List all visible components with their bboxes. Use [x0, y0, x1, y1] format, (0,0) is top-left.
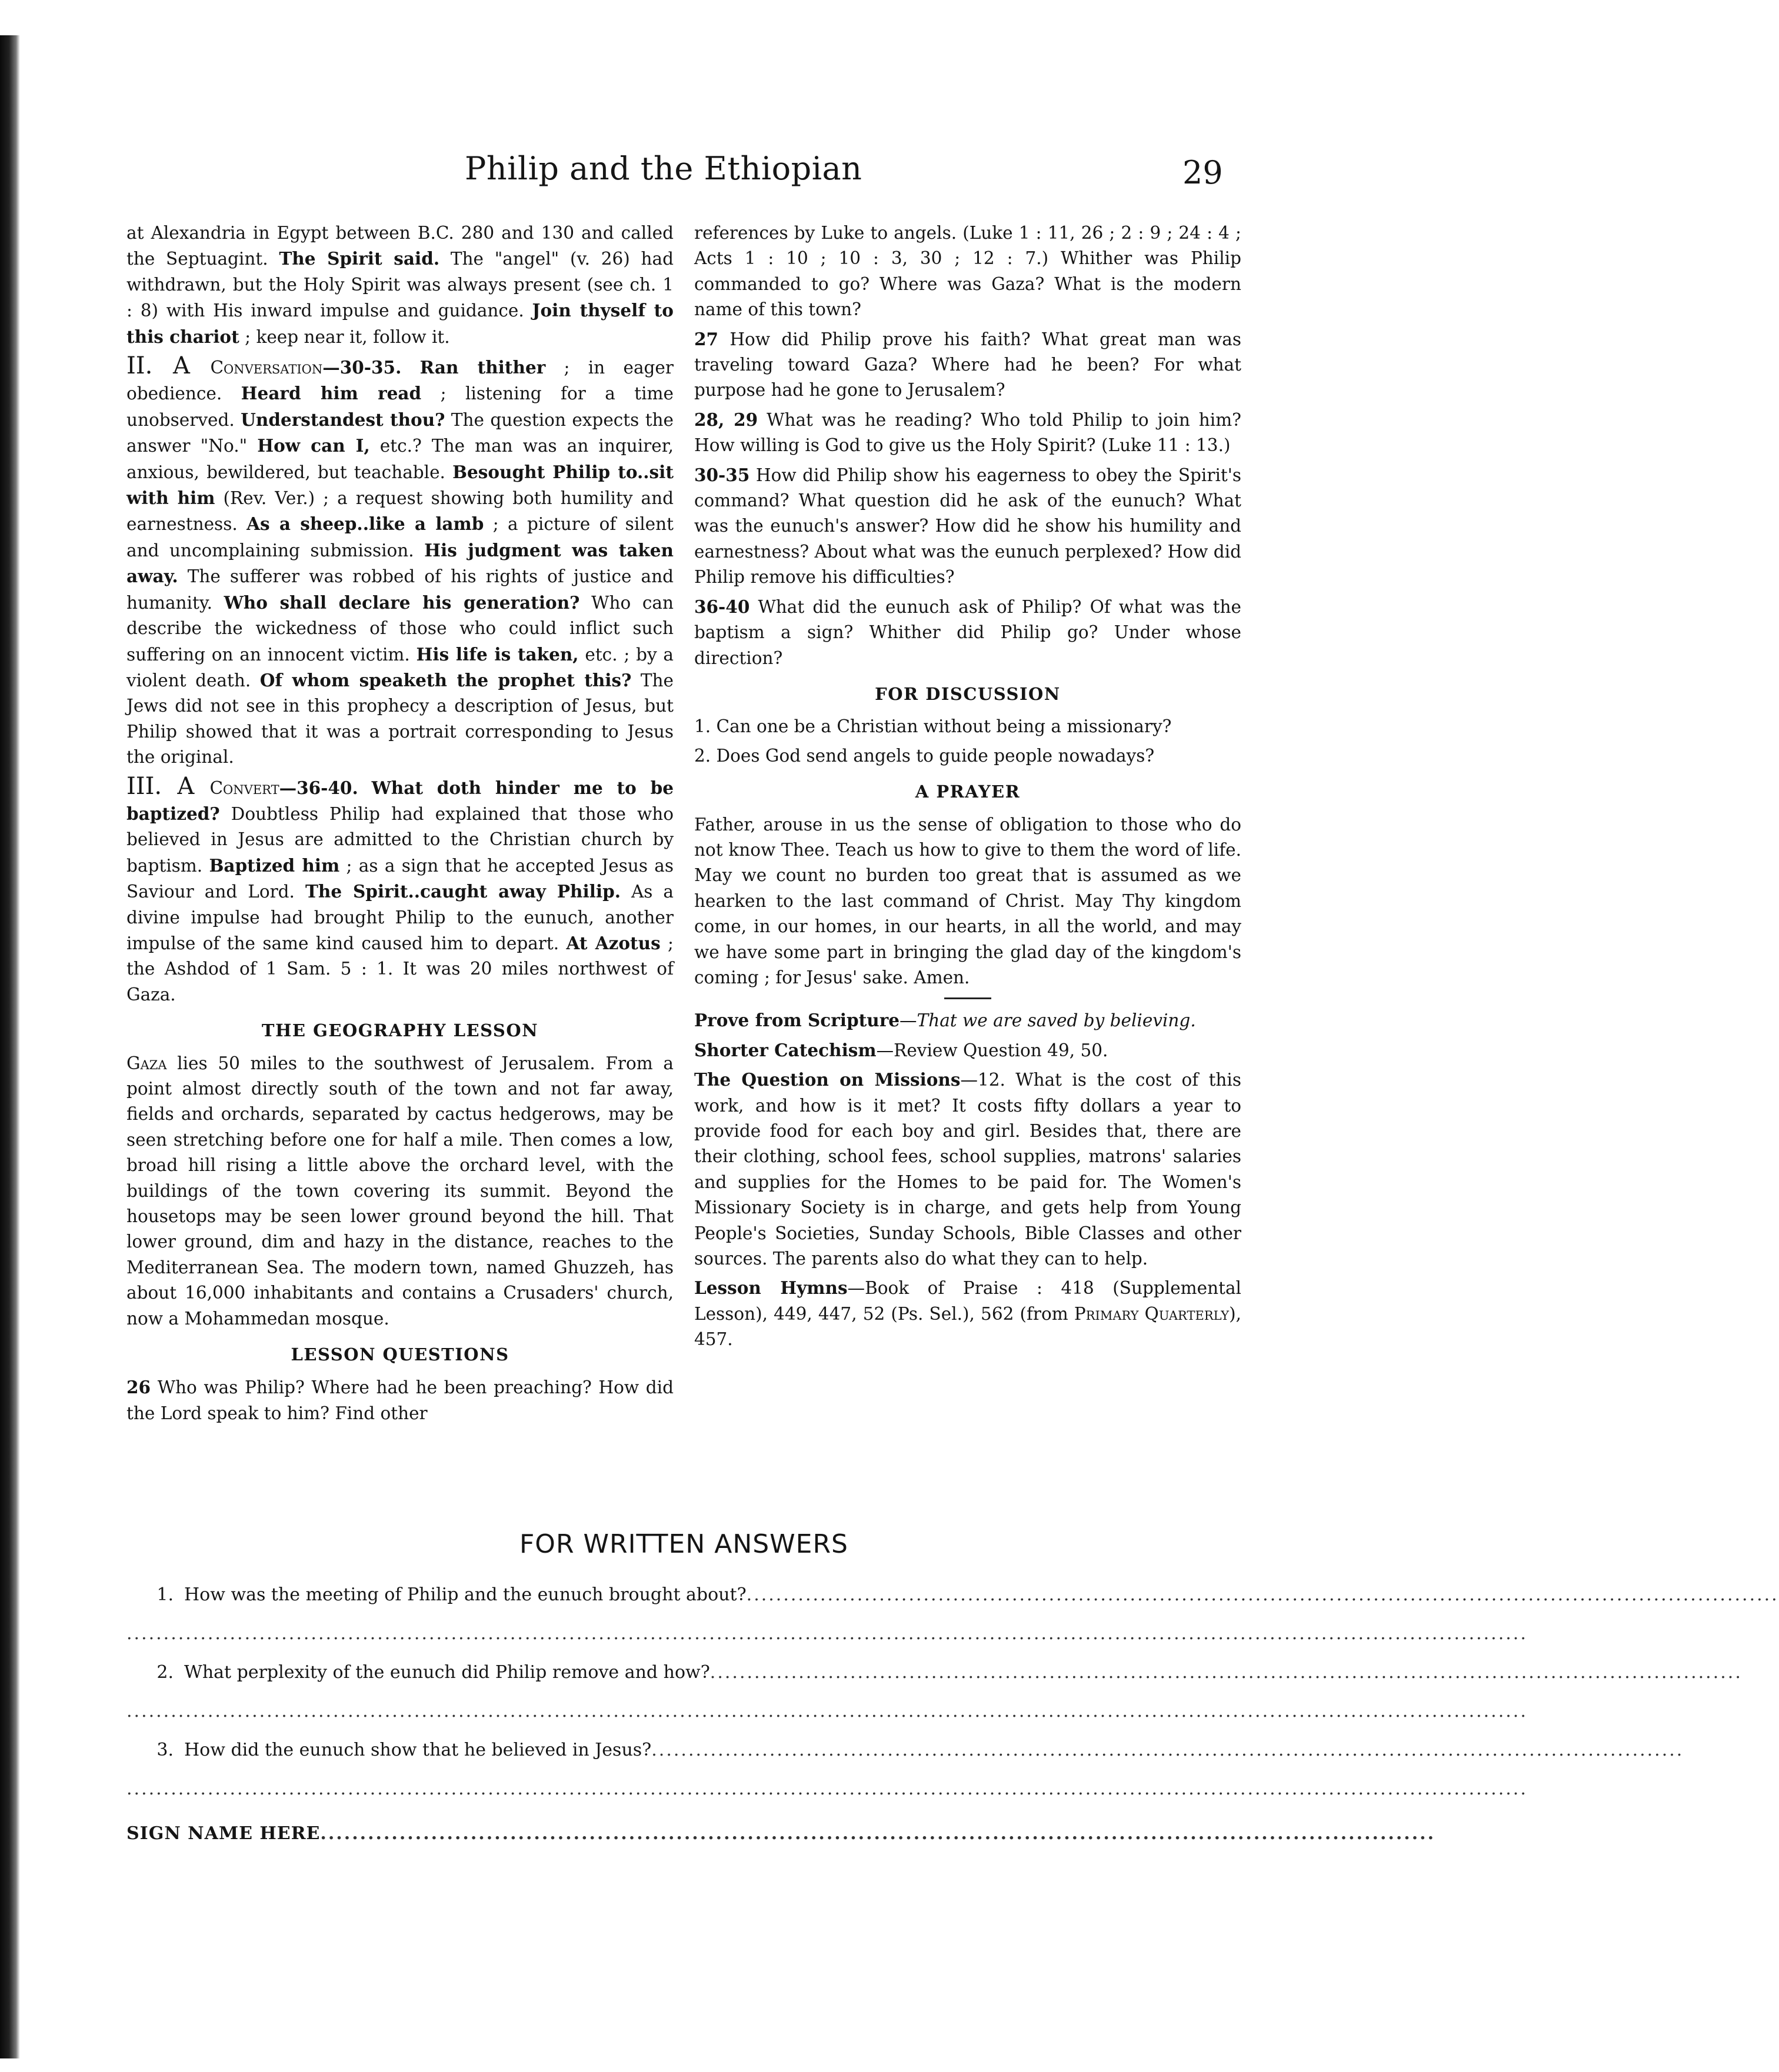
lesson-hymns: Lesson Hymns—Book of Praise : 418 (Supplemental Lesson), 449, 447, 52 (Ps. Sel.), 562 (from Primary Quarterly), 457. [694, 1277, 1241, 1350]
question-text: How did the eunuch show that he believed in Jesus? [184, 1740, 652, 1760]
bold-run: Understandest thou? [241, 409, 445, 430]
answer-line-1[interactable] [126, 1614, 1528, 1653]
discussion-item-1: 1. Can one be a Christian without being a missionary? [694, 716, 1172, 737]
written-question-1 [126, 1576, 1779, 1614]
lesson-question-26: 26 Who was Philip? Where had he been preaching? How did the Lord speak to him? Find other [126, 1377, 674, 1423]
discussion-heading: FOR DISCUSSION [875, 683, 1061, 704]
answer-dots: ............................................................................................................................................ [709, 1662, 1743, 1683]
answer-line-2[interactable] [126, 1692, 1528, 1731]
section-numeral: III. A [126, 772, 210, 800]
answer-line-3[interactable] [126, 1770, 1528, 1809]
written-questions-list [126, 1576, 1779, 1809]
bold-run: 27 [694, 328, 719, 349]
lesson-question-26-continued: references by Luke to angels. (Luke 1 : 11, 26 ; 2 : 9 ; 24 : 4 ; Acts 1 : 10 ; 10 : 3, 30 ; 12 : 7.) Whither was Philip commanded to go? Where was Gaza? What is the modern name of this town? [694, 223, 1241, 320]
bold-run: 30-35 [694, 464, 750, 485]
bold-run: The Spirit..caught away Philip. [305, 881, 621, 902]
sign-name-dots: ............................................................................................................................................. [320, 1823, 1436, 1844]
bold-run: What doth hinder me to be baptized? [126, 777, 674, 824]
prayer-heading: A PRAYER [915, 782, 1021, 802]
geography-lesson-heading: THE GEOGRAPHY LESSON [261, 1020, 539, 1041]
section-conversation: II. A Conversation—30-35. Ran thither ; in eager obedience. Heard him read ; listening for a time unobserved. Understandest thou? The question expects the answer "No." How can I, etc.? The man was an inquirer, anxious, bewildered, but teachable. Besought Philip to..sit with him (Rev. Ver.) ; a request showing both humility and earnestness. As a sheep..like a lamb ; a picture of silent and uncomplaining submission. His judgment was taken away. The sufferer was robbed of his rights of justice and humanity. Who shall declare his generation? Who can describe the wickedness of those who could inflict such suffering on an innocent victim. His life is taken, etc. ; by a violent death. Of whom speaketh the prophet this? The Jews did not see in this prophecy a description of Jesus, but Philip showed that it was a portrait corresponding to Jesus the original. [126, 352, 674, 768]
bold-run: Lesson Hymns [694, 1277, 848, 1299]
paragraph-septuagint: at Alexandria in Egypt between B.C. 280 and 130 and called the Septuagint. The Spirit said. The "angel" (v. 26) had withdrawn, but the Holy Spirit was always present (see ch. 1 : 8) with His inward impulse and guidance. Join thyself to this chariot ; keep near it, follow it. [126, 223, 674, 347]
question-number: 3. [156, 1740, 174, 1760]
written-answers-title: FOR WRITTEN ANSWERS [519, 1529, 848, 1559]
bold-run: Of whom speaketh the prophet this? [259, 669, 632, 690]
prayer-text: Father, arouse in us the sense of obligation to those who do not know Thee. Teach us how to give to them the word of life. May we count no burden too great that is assumed as we hearken to the last command of Christ. May Thy kingdom come, in our homes, in our hearts, in all the world, and may we have some part in bringing the glad day of the kingdom's coming ; for Jesus' sake. Amen. [694, 814, 1241, 987]
bold-run: Join thyself to this chariot [126, 300, 674, 347]
page-number: 29 [1182, 154, 1223, 191]
bold-run: The Question on Missions [694, 1069, 961, 1090]
page-binding-edge [0, 35, 20, 2058]
lesson-question-27: 27 How did Philip prove his faith? What great man was traveling toward Gaza? Where had he been? For what purpose had he gone to Jerusalem? [694, 328, 1241, 401]
lesson-question-28-29: 28, 29 What was he reading? Who told Philip to join him? How willing is God to give us the Holy Spirit? (Luke 11 : 13.) [694, 409, 1241, 456]
bold-run: At Azotus [566, 932, 661, 953]
small-caps-run: Primary Quarterly [1074, 1303, 1230, 1324]
bold-run: His judgment was taken away. [126, 539, 674, 587]
lesson-question-36-40: 36-40 What did the eunuch ask of Philip? Of what was the baptism a sign? Whither did Philip go? Under whose direction? [694, 596, 1241, 668]
bold-run: Heard him read [241, 383, 422, 404]
bold-run: —30-35. [322, 357, 402, 378]
bold-run: As a sheep..like a lamb [246, 513, 484, 535]
small-caps-run: Conversation [210, 358, 323, 378]
answer-dots: .............................................................................................................................................................................................. [126, 1623, 1528, 1644]
prove-from-scripture: Prove from Scripture—That we are saved by believing. [694, 1010, 1196, 1031]
bold-run: Besought Philip to..sit with him [126, 461, 674, 509]
answer-dots: .............................................................................................................................................................................................. [126, 1779, 1528, 1799]
sign-name-label: SIGN NAME HERE [126, 1823, 321, 1844]
bold-run: Shorter Catechism [694, 1039, 877, 1060]
lesson-questions-heading: LESSON QUESTIONS [291, 1344, 509, 1365]
bold-run: Prove from Scripture [694, 1010, 900, 1031]
answer-dots: ............................................................................................................................................ [746, 1584, 1779, 1605]
bold-run: The Spirit said. [279, 248, 440, 269]
small-caps-run: Convert [209, 778, 279, 798]
answer-dots: .............................................................................................................................................................................................. [126, 1701, 1528, 1721]
sign-name-line[interactable] [126, 1814, 1436, 1853]
shorter-catechism: Shorter Catechism—Review Question 49, 50. [694, 1039, 1108, 1060]
running-header [465, 150, 1230, 187]
question-number: 2. [156, 1662, 174, 1683]
bold-run: 28, 29 [694, 409, 758, 430]
question-text: What perplexity of the eunuch did Philip remove and how? [184, 1662, 710, 1683]
question-number: 1. [156, 1584, 174, 1605]
small-caps-run: Gaza [126, 1053, 167, 1073]
bold-run: How can I, [257, 435, 370, 456]
right-column [694, 221, 1241, 1356]
answer-dots: ............................................................................................................................................ [651, 1740, 1684, 1760]
written-question-3 [126, 1731, 1684, 1770]
lesson-question-30-35: 30-35 How did Philip show his eagerness to obey the Spirit's command? What question did he ask of the eunuch? What was the eunuch's answer? How did he show his humility and earnestness? About what was the eunuch perplexed? How did Philip remove his difficulties? [694, 464, 1241, 588]
bold-run: Baptized him [209, 855, 340, 876]
page-title: Philip and the Ethiopian [465, 150, 862, 187]
section-divider [944, 997, 991, 999]
bold-run: 36-40 [694, 596, 750, 617]
bold-run: Who shall declare his generation? [224, 592, 580, 613]
bold-run: Ran thither [419, 357, 546, 378]
bold-run: His life is taken, [416, 643, 579, 665]
left-column [126, 221, 674, 1430]
discussion-item-2: 2. Does God send angels to guide people nowadays? [694, 745, 1155, 766]
written-question-2 [126, 1653, 1743, 1692]
bold-run: 26 [126, 1377, 151, 1398]
bold-run: —36-40. [279, 777, 358, 798]
italic-run: That we are saved by believing. [917, 1010, 1196, 1031]
geography-lesson-text: Gaza lies 50 miles to the southwest of Jerusalem. From a point almost directly south of the town and not far away, fields and orchards, separated by cactus hedgerows, may be seen stretching before one for half a mile. Then comes a low, broad hill rising a little above the orchard level, with the buildings of the town covering its summit. Beyond the housetops may be seen lower ground beyond the hill. That lower ground, dim and hazy in the distance, reaches to the Mediterranean Sea. The modern town, named Ghuzzeh, has about 16,000 inhabitants and contains a Crusaders' church, now a Mohammedan mosque. [126, 1053, 674, 1329]
section-convert: III. A Convert—36-40. What doth hinder me to be baptized? Doubtless Philip had explained that those who believed in Jesus are admitted to the Christian church by baptism. Baptized him ; as a sign that he accepted Jesus as Saviour and Lord. The Spirit..caught away Philip. As a divine impulse had brought Philip to the eunuch, another impulse of the same kind caused him to depart. At Azotus ; the Ashdod of 1 Sam. 5 : 1. It was 20 miles northwest of Gaza. [126, 772, 674, 1005]
question-text: How was the meeting of Philip and the eunuch brought about? [184, 1584, 747, 1605]
section-numeral: II. A [126, 352, 211, 380]
written-answers-section [126, 1529, 1779, 1853]
question-on-missions: The Question on Missions—12. What is the cost of this work, and how is it met? It costs fifty dollars a year to provide food for each boy and girl. Besides that, there are their clothing, school fees, school supplies, matrons' salaries and supplies for the Homes to be paid for. The Women's Missionary Society is in charge, and gets help from Young People's Societies, Sunday Schools, Bible Classes and other sources. The parents also do what they can to help. [694, 1069, 1241, 1269]
